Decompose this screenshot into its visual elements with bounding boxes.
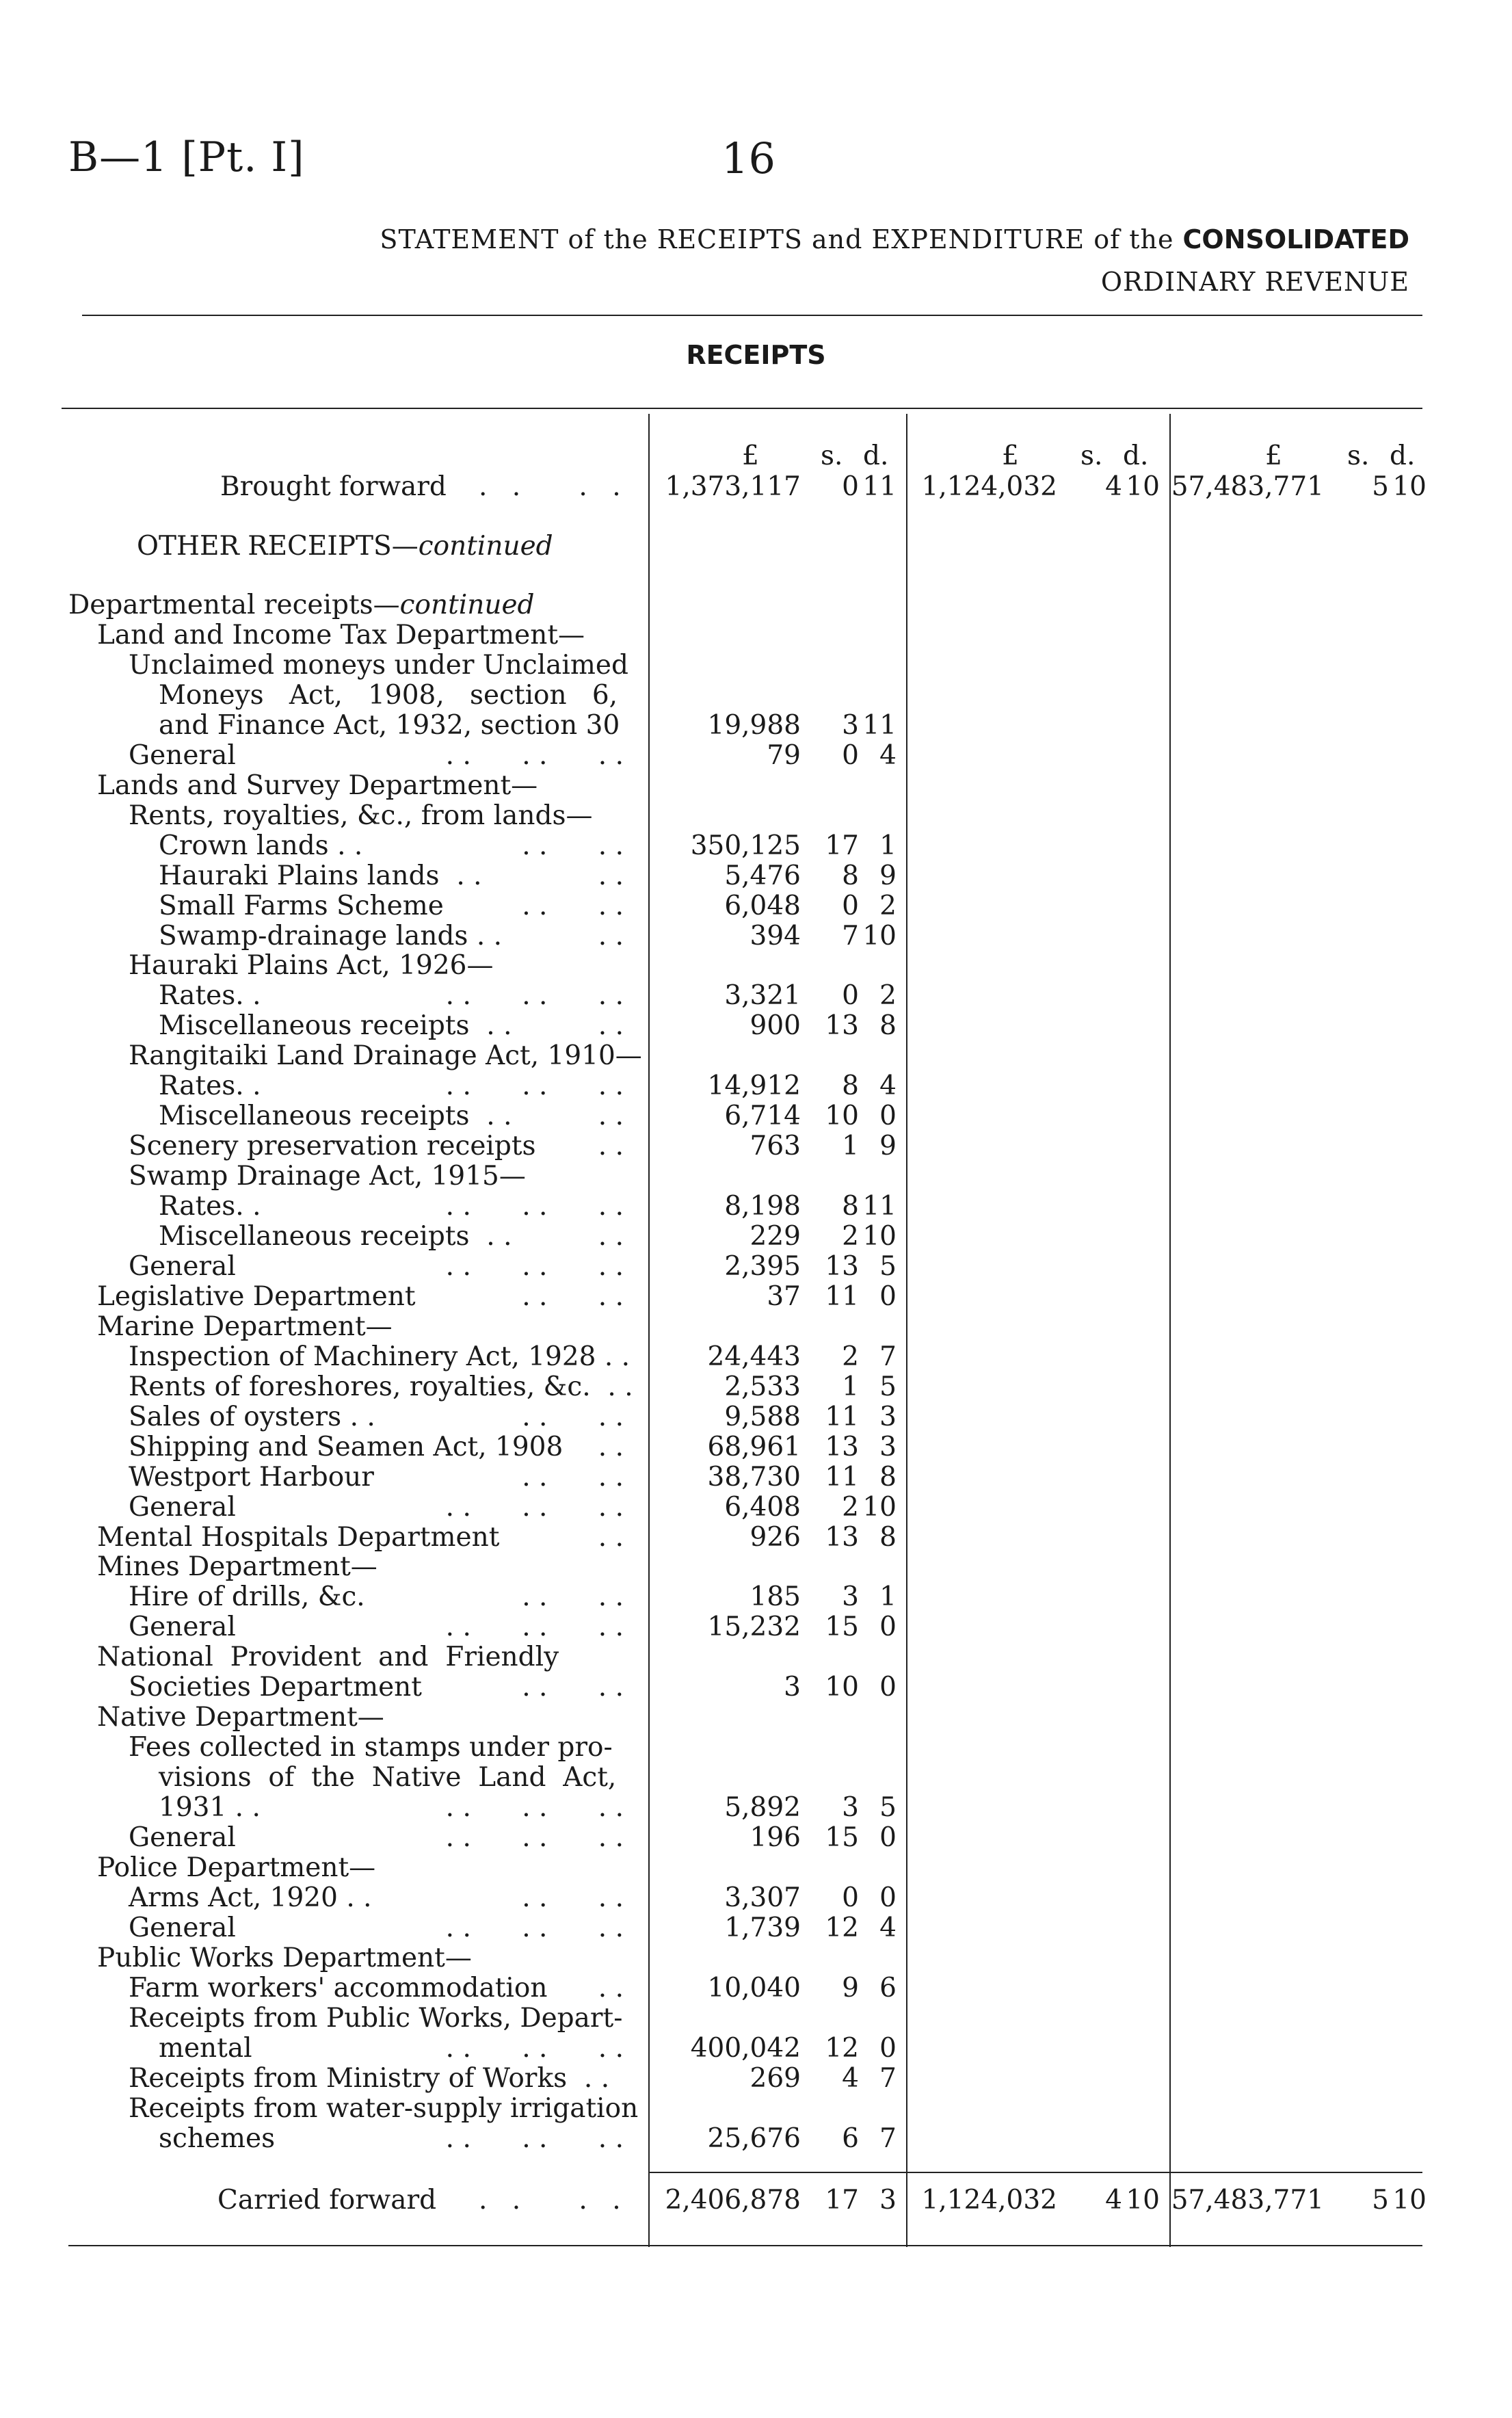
row-label: Rangitaiki Land Drainage Act, 1910— bbox=[129, 1040, 642, 1071]
row-label: Hauraki Plains lands . . bbox=[159, 860, 482, 891]
table-row bbox=[0, 1793, 1512, 1823]
row-leaders: . . bbox=[598, 1221, 624, 1252]
table-row bbox=[0, 2094, 1512, 2124]
row-shillings: 13 bbox=[825, 1522, 859, 1553]
table-row bbox=[0, 1823, 1512, 1853]
row-pence: 8 bbox=[879, 1010, 897, 1041]
row-leaders: . . . . . . bbox=[445, 1792, 624, 1823]
row-shillings: 3 bbox=[842, 710, 859, 741]
row-pounds: 15,232 bbox=[707, 1612, 801, 1642]
carried-forward-row bbox=[0, 2185, 1512, 2216]
brought-forward-label: Brought forward bbox=[220, 471, 447, 502]
brought-forward-row bbox=[0, 472, 1512, 502]
row-pounds: 25,676 bbox=[707, 2123, 801, 2154]
table-row bbox=[0, 921, 1512, 951]
row-label: mental bbox=[159, 2033, 252, 2064]
row-label: Societies Department bbox=[129, 1672, 422, 1703]
row-pence: 0 bbox=[879, 1101, 897, 1131]
row-pounds: 8,198 bbox=[724, 1191, 801, 1222]
row-pence: 4 bbox=[879, 1913, 897, 1943]
table-row bbox=[0, 1011, 1512, 1041]
row-label: Legislative Department bbox=[97, 1281, 416, 1312]
row-label: Miscellaneous receipts . . bbox=[159, 1010, 512, 1041]
row-pounds: 79 bbox=[767, 740, 801, 771]
row-pence: 10 bbox=[862, 921, 897, 951]
pounds-unit-1: £ bbox=[742, 441, 759, 471]
document-reference: B—1 [Pt. I] bbox=[68, 133, 305, 181]
row-pence: 9 bbox=[879, 860, 897, 891]
row-shillings: 11 bbox=[825, 1402, 859, 1432]
row-pounds: 6,714 bbox=[724, 1101, 801, 1131]
bf-pence-3: 10 bbox=[1392, 471, 1427, 502]
row-label: Rents, royalties, &c., from lands— bbox=[129, 800, 593, 831]
row-label: Westport Harbour bbox=[129, 1462, 374, 1493]
row-pounds: 37 bbox=[767, 1281, 801, 1312]
table-row bbox=[0, 1672, 1512, 1703]
row-label: Public Works Department— bbox=[97, 1943, 472, 1973]
rule-under-heading bbox=[62, 408, 1422, 409]
table-row bbox=[0, 2003, 1512, 2034]
table-row bbox=[0, 1883, 1512, 1913]
row-pence: 9 bbox=[879, 1131, 897, 1161]
row-leaders: . . bbox=[598, 1010, 624, 1041]
statement-subtitle: ORDINARY REVENUE bbox=[1100, 267, 1409, 297]
table-row bbox=[0, 620, 1512, 651]
table-row bbox=[0, 1642, 1512, 1672]
statement-title bbox=[380, 224, 1409, 254]
row-label: Shipping and Seamen Act, 1908 bbox=[129, 1432, 563, 1462]
row-pence: 10 bbox=[862, 1221, 897, 1252]
row-leaders: . . . . . . bbox=[445, 740, 624, 771]
row-shillings: 6 bbox=[842, 2123, 859, 2154]
table-row bbox=[0, 2064, 1512, 2094]
row-label: Receipts from water-supply irrigation bbox=[129, 2093, 639, 2124]
row-shillings: 2 bbox=[842, 1341, 859, 1372]
row-label: Rates. . bbox=[159, 1070, 261, 1101]
row-pounds: 19,988 bbox=[707, 710, 801, 741]
row-leaders: . . . . . . bbox=[445, 1251, 624, 1282]
table-row bbox=[0, 1101, 1512, 1131]
row-label: Rents of foreshores, royalties, &c. . . bbox=[129, 1371, 633, 1402]
row-pounds: 10,040 bbox=[707, 1973, 801, 2003]
row-label: Rates. . bbox=[159, 980, 261, 1011]
row-pence: 8 bbox=[879, 1462, 897, 1493]
row-pounds: 900 bbox=[750, 1010, 801, 1041]
carried-forward-label: Carried forward bbox=[217, 2185, 437, 2216]
row-leaders: . . bbox=[598, 1522, 624, 1553]
row-leaders: . . . . bbox=[522, 1882, 624, 1913]
row-pounds: 3 bbox=[784, 1672, 801, 1703]
row-label: Receipts from Ministry of Works . . bbox=[129, 2063, 610, 2094]
departmental-text: Departmental receipts— bbox=[68, 590, 400, 620]
row-shillings: 8 bbox=[842, 1070, 859, 1101]
table-row bbox=[0, 891, 1512, 921]
row-label: Hire of drills, &c. bbox=[129, 1581, 365, 1612]
row-leaders: . . . . . . bbox=[445, 2123, 624, 2154]
row-label: schemes bbox=[159, 2123, 276, 2154]
row-label: Lands and Survey Department— bbox=[97, 770, 538, 801]
row-shillings: 11 bbox=[825, 1462, 859, 1493]
row-shillings: 15 bbox=[825, 1822, 859, 1853]
row-label: Arms Act, 1920 . . bbox=[129, 1882, 372, 1913]
row-label: Miscellaneous receipts . . bbox=[159, 1221, 512, 1252]
row-leaders: . . . . bbox=[522, 1581, 624, 1612]
table-row bbox=[0, 1071, 1512, 1101]
row-pounds: 3,321 bbox=[724, 980, 801, 1011]
row-shillings: 0 bbox=[842, 891, 859, 921]
row-pence: 0 bbox=[879, 2033, 897, 2064]
row-label: National Provident and Friendly bbox=[97, 1642, 559, 1672]
cf-pounds-3: 57,483,771 bbox=[1171, 2185, 1324, 2216]
row-label: Swamp-drainage lands . . bbox=[159, 921, 503, 951]
table-row bbox=[0, 1913, 1512, 1943]
row-pounds: 394 bbox=[750, 921, 801, 951]
row-label: Receipts from Public Works, Depart- bbox=[129, 2003, 623, 2034]
row-pence: 2 bbox=[879, 891, 897, 921]
row-shillings: 15 bbox=[825, 1612, 859, 1642]
table-row bbox=[0, 651, 1512, 681]
row-pounds: 350,125 bbox=[690, 830, 801, 861]
table-row bbox=[0, 801, 1512, 831]
table-row bbox=[0, 1763, 1512, 1793]
row-label: Native Department— bbox=[97, 1702, 384, 1733]
row-label: and Finance Act, 1932, section 30 bbox=[159, 710, 620, 741]
row-shillings: 12 bbox=[825, 1913, 859, 1943]
table-row bbox=[0, 1552, 1512, 1582]
row-label: General bbox=[129, 1913, 236, 1943]
pence-unit-2: d. bbox=[1123, 441, 1149, 471]
row-pence: 1 bbox=[879, 1581, 897, 1612]
cf-shillings-2: 4 bbox=[1105, 2185, 1122, 2216]
row-leaders: . . . . . . bbox=[445, 2033, 624, 2064]
row-pence: 5 bbox=[879, 1251, 897, 1282]
row-shillings: 3 bbox=[842, 1792, 859, 1823]
row-pounds: 5,892 bbox=[724, 1792, 801, 1823]
row-shillings: 3 bbox=[842, 1581, 859, 1612]
table-row bbox=[0, 1131, 1512, 1161]
row-label: Mental Hospitals Department bbox=[97, 1522, 500, 1553]
leader-d: . . bbox=[579, 2185, 629, 2216]
row-shillings: 1 bbox=[842, 1131, 859, 1161]
table-row bbox=[0, 1222, 1512, 1252]
table-row bbox=[0, 1312, 1512, 1342]
row-pounds: 9,588 bbox=[724, 1402, 801, 1432]
row-pence: 4 bbox=[879, 1070, 897, 1101]
table-row bbox=[0, 831, 1512, 861]
bf-pence-2: 10 bbox=[1126, 471, 1160, 502]
row-pence: 7 bbox=[879, 2063, 897, 2094]
pounds-unit-3: £ bbox=[1265, 441, 1282, 471]
row-shillings: 7 bbox=[842, 921, 859, 951]
row-pence: 8 bbox=[879, 1522, 897, 1553]
pence-unit-3: d. bbox=[1390, 441, 1416, 471]
brought-forward-leaders bbox=[479, 472, 643, 502]
row-label: visions of the Native Land Act, bbox=[159, 1762, 617, 1793]
row-leaders: . . . . . . bbox=[445, 1822, 624, 1853]
shillings-unit-1: s. bbox=[821, 441, 843, 471]
table-row bbox=[0, 1582, 1512, 1612]
row-pence: 11 bbox=[862, 1191, 897, 1222]
table-row bbox=[0, 1372, 1512, 1402]
row-label: Mines Department— bbox=[97, 1551, 377, 1582]
bf-pounds-1: 1,373,117 bbox=[665, 471, 801, 502]
table-row bbox=[0, 1282, 1512, 1312]
table-row bbox=[0, 1161, 1512, 1192]
row-label: 1931 . . bbox=[159, 1792, 261, 1823]
bf-pence-1: 11 bbox=[862, 471, 897, 502]
row-shillings: 2 bbox=[842, 1221, 859, 1252]
row-pence: 7 bbox=[879, 2123, 897, 2154]
row-shillings: 8 bbox=[842, 860, 859, 891]
row-pence: 0 bbox=[879, 1672, 897, 1703]
row-leaders: . . bbox=[598, 1432, 624, 1462]
row-leaders: . . bbox=[598, 1973, 624, 2003]
row-shillings: 13 bbox=[825, 1251, 859, 1282]
cf-pounds-2: 1,124,032 bbox=[921, 2185, 1057, 2216]
row-label: Hauraki Plains Act, 1926— bbox=[129, 950, 494, 981]
row-pence: 0 bbox=[879, 1822, 897, 1853]
row-shillings: 0 bbox=[842, 980, 859, 1011]
table-row bbox=[0, 1041, 1512, 1071]
row-pence: 0 bbox=[879, 1281, 897, 1312]
row-pounds: 185 bbox=[750, 1581, 801, 1612]
row-label: Marine Department— bbox=[97, 1311, 393, 1342]
row-shillings: 2 bbox=[842, 1492, 859, 1523]
row-shillings: 10 bbox=[825, 1101, 859, 1131]
cf-pence-1: 3 bbox=[879, 2185, 897, 2216]
table-row bbox=[0, 2034, 1512, 2064]
row-shillings: 11 bbox=[825, 1281, 859, 1312]
cf-pounds-1: 2,406,878 bbox=[665, 2185, 801, 2216]
row-label: Sales of oysters . . bbox=[129, 1402, 375, 1432]
table-row bbox=[0, 711, 1512, 741]
row-leaders: . . . . . . bbox=[445, 1191, 624, 1222]
row-leaders: . . . . bbox=[522, 891, 624, 921]
row-pence: 1 bbox=[879, 830, 897, 861]
row-pounds: 14,912 bbox=[707, 1070, 801, 1101]
cf-shillings-3: 5 bbox=[1372, 2185, 1389, 2216]
row-label: General bbox=[129, 1492, 236, 1523]
table-row bbox=[0, 2124, 1512, 2154]
row-shillings: 10 bbox=[825, 1672, 859, 1703]
row-label: Crown lands . . bbox=[159, 830, 363, 861]
other-receipts-continued: continued bbox=[418, 531, 553, 562]
table-row bbox=[0, 861, 1512, 891]
bf-shillings-3: 5 bbox=[1372, 471, 1389, 502]
table-row bbox=[0, 951, 1512, 981]
other-receipts-text: OTHER RECEIPTS— bbox=[137, 531, 419, 562]
departmental-heading bbox=[0, 590, 1512, 620]
row-label: Inspection of Machinery Act, 1928 . . bbox=[129, 1341, 631, 1372]
shillings-unit-3: s. bbox=[1347, 441, 1370, 471]
row-shillings: 17 bbox=[825, 830, 859, 861]
row-label: Farm workers' accommodation bbox=[129, 1973, 548, 2003]
row-leaders: . . . . bbox=[522, 1672, 624, 1703]
row-shillings: 13 bbox=[825, 1010, 859, 1041]
row-shillings: 0 bbox=[842, 740, 859, 771]
units-row bbox=[0, 441, 1512, 471]
row-pounds: 2,533 bbox=[724, 1371, 801, 1402]
shillings-unit-2: s. bbox=[1080, 441, 1103, 471]
table-row bbox=[0, 1342, 1512, 1372]
table-row bbox=[0, 771, 1512, 801]
row-leaders: . . bbox=[598, 921, 624, 951]
row-pounds: 38,730 bbox=[707, 1462, 801, 1493]
row-pounds: 5,476 bbox=[724, 860, 801, 891]
row-label: General bbox=[129, 1251, 236, 1282]
row-pence: 4 bbox=[879, 740, 897, 771]
row-pounds: 2,395 bbox=[724, 1251, 801, 1282]
row-label: Small Farms Scheme bbox=[159, 891, 444, 921]
row-shillings: 9 bbox=[842, 1973, 859, 2003]
row-pence: 7 bbox=[879, 1341, 897, 1372]
row-leaders: . . bbox=[598, 1101, 624, 1131]
rule-before-total bbox=[648, 2172, 1422, 2173]
row-pounds: 763 bbox=[750, 1131, 801, 1161]
table-row bbox=[0, 981, 1512, 1011]
table-row bbox=[0, 741, 1512, 771]
page-number: 16 bbox=[721, 133, 775, 183]
row-leaders: . . bbox=[598, 1131, 624, 1161]
row-pounds: 1,739 bbox=[724, 1913, 801, 1943]
row-leaders: . . bbox=[598, 860, 624, 891]
bf-shillings-2: 4 bbox=[1105, 471, 1122, 502]
table-row bbox=[0, 1192, 1512, 1222]
row-leaders: . . . . bbox=[522, 830, 624, 861]
row-label: Unclaimed moneys under Unclaimed bbox=[129, 650, 628, 681]
row-shillings: 8 bbox=[842, 1191, 859, 1222]
row-shillings: 12 bbox=[825, 2033, 859, 2064]
row-leaders: . . . . . . bbox=[445, 1492, 624, 1523]
row-pounds: 400,042 bbox=[690, 2033, 801, 2064]
cf-shillings-1: 17 bbox=[825, 2185, 859, 2216]
title-prefix: STATEMENT of the RECEIPTS and EXPENDITURE of the bbox=[380, 224, 1174, 254]
row-leaders: . . . . bbox=[522, 1402, 624, 1432]
row-pounds: 926 bbox=[750, 1522, 801, 1553]
cf-pence-3: 10 bbox=[1392, 2185, 1427, 2216]
row-leaders: . . . . . . bbox=[445, 1913, 624, 1943]
bf-pounds-2: 1,124,032 bbox=[921, 471, 1057, 502]
row-leaders: . . . . . . bbox=[445, 980, 624, 1011]
other-receipts-heading bbox=[0, 531, 1512, 562]
table-row bbox=[0, 1973, 1512, 2003]
row-pence: 5 bbox=[879, 1371, 897, 1402]
row-pence: 3 bbox=[879, 1432, 897, 1462]
row-pounds: 24,443 bbox=[707, 1341, 801, 1372]
row-label: Land and Income Tax Department— bbox=[97, 620, 585, 651]
leader-b: . . bbox=[579, 471, 629, 502]
row-label: Moneys Act, 1908, section 6, bbox=[159, 680, 618, 711]
table-row bbox=[0, 1612, 1512, 1642]
pounds-unit-2: £ bbox=[1002, 441, 1019, 471]
departmental-label bbox=[68, 590, 535, 620]
table-row bbox=[0, 1853, 1512, 1883]
table-row bbox=[0, 1733, 1512, 1763]
row-shillings: 0 bbox=[842, 1882, 859, 1913]
table-row bbox=[0, 1493, 1512, 1523]
table-row bbox=[0, 681, 1512, 711]
rule-top bbox=[82, 315, 1422, 316]
row-pounds: 6,048 bbox=[724, 891, 801, 921]
row-shillings: 1 bbox=[842, 1371, 859, 1402]
row-label: Fees collected in stamps under pro- bbox=[129, 1732, 613, 1763]
table-row bbox=[0, 1943, 1512, 1973]
other-receipts-label bbox=[137, 531, 553, 562]
rule-bottom bbox=[68, 2245, 1422, 2246]
row-pence: 11 bbox=[862, 710, 897, 741]
row-label: General bbox=[129, 1612, 236, 1642]
row-pounds: 3,307 bbox=[724, 1882, 801, 1913]
row-pence: 5 bbox=[879, 1792, 897, 1823]
row-label: General bbox=[129, 1822, 236, 1853]
row-pounds: 229 bbox=[750, 1221, 801, 1252]
carried-forward-leaders bbox=[479, 2185, 643, 2216]
row-pence: 10 bbox=[862, 1492, 897, 1523]
row-label: General bbox=[129, 740, 236, 771]
table-row bbox=[0, 1523, 1512, 1553]
row-leaders: . . . . bbox=[522, 1462, 624, 1493]
row-label: Swamp Drainage Act, 1915— bbox=[129, 1161, 526, 1192]
bf-pounds-3: 57,483,771 bbox=[1171, 471, 1324, 502]
table-row bbox=[0, 1252, 1512, 1282]
row-label: Police Department— bbox=[97, 1852, 376, 1883]
table-row bbox=[0, 1462, 1512, 1493]
row-pence: 6 bbox=[879, 1973, 897, 2003]
row-pence: 2 bbox=[879, 980, 897, 1011]
bf-shillings-1: 0 bbox=[842, 471, 859, 502]
section-heading: RECEIPTS bbox=[686, 340, 826, 370]
row-leaders: . . . . . . bbox=[445, 1612, 624, 1642]
row-leaders: . . . . bbox=[522, 1281, 624, 1312]
title-bold: CONSOLIDATED bbox=[1182, 224, 1409, 254]
leader-c: . . bbox=[479, 2185, 529, 2216]
row-pence: 0 bbox=[879, 1882, 897, 1913]
departmental-continued: continued bbox=[399, 590, 535, 620]
row-pence: 3 bbox=[879, 1402, 897, 1432]
row-pence: 0 bbox=[879, 1612, 897, 1642]
row-label: Rates. . bbox=[159, 1191, 261, 1222]
row-shillings: 4 bbox=[842, 2063, 859, 2094]
row-label: Miscellaneous receipts . . bbox=[159, 1101, 512, 1131]
row-pounds: 269 bbox=[750, 2063, 801, 2094]
table-row bbox=[0, 1703, 1512, 1733]
row-label: Scenery preservation receipts bbox=[129, 1131, 536, 1161]
table-row bbox=[0, 1432, 1512, 1462]
row-shillings: 13 bbox=[825, 1432, 859, 1462]
leader-a: . . bbox=[479, 471, 529, 502]
row-leaders: . . . . . . bbox=[445, 1070, 624, 1101]
table-row bbox=[0, 1402, 1512, 1432]
row-pounds: 6,408 bbox=[724, 1492, 801, 1523]
row-pounds: 196 bbox=[750, 1822, 801, 1853]
cf-pence-2: 10 bbox=[1126, 2185, 1160, 2216]
row-pounds: 68,961 bbox=[707, 1432, 801, 1462]
pence-unit-1: d. bbox=[863, 441, 889, 471]
